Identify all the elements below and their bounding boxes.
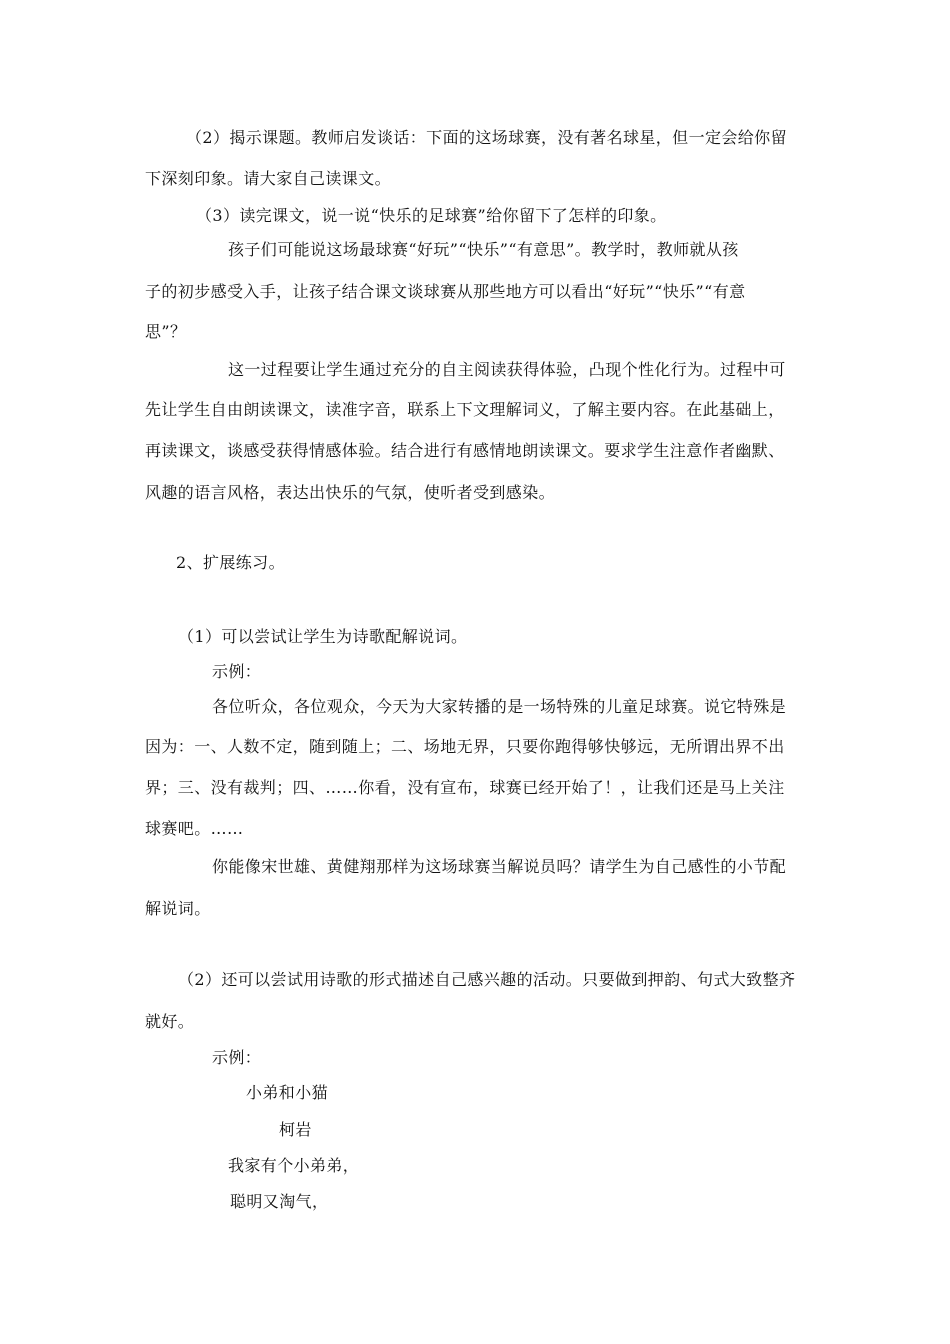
example-label-1: 示例： <box>212 662 262 681</box>
example-1-line-1: 各位听众，各位观众，今天为大家转播的是一场特殊的儿童足球赛。说它特殊是 <box>212 697 787 716</box>
poem-line-2: 聪明又淘气， <box>230 1192 329 1211</box>
example-1-line-2: 因为：一、人数不定，随到随上；二、场地无界，只要你跑得够快够远，无所谓出界不出 <box>145 737 785 756</box>
example-1b-line-1: 你能像宋世雄、黄健翔那样为这场球赛当解说员吗？请学生为自己感性的小节配 <box>212 857 787 876</box>
poem-title: 小弟和小猫 <box>246 1083 329 1102</box>
item-1: （1）可以尝试让学生为诗歌配解说词。 <box>178 627 468 646</box>
example-label-2: 示例： <box>212 1048 262 1067</box>
poem-author: 柯岩 <box>279 1120 312 1139</box>
paragraph-2-line-2: 下深刻印象。请大家自己读课文。 <box>145 169 392 188</box>
paragraph-5-line-4: 风趣的语言风格，表达出快乐的气氛，使听者受到感染。 <box>145 483 556 502</box>
paragraph-5-line-1: 这一过程要让学生通过充分的自主阅读获得体验，凸现个性化行为。过程中可 <box>228 360 786 379</box>
section-heading-extension: 2、扩展练习。 <box>176 553 285 572</box>
example-1b-line-2: 解说词。 <box>145 899 211 918</box>
example-1-line-4: 球赛吧。…… <box>145 819 244 838</box>
item-2-line-1: （2）还可以尝试用诗歌的形式描述自己感兴趣的活动。只要做到押韵、句式大致整齐 <box>178 970 796 989</box>
paragraph-4-line-2: 子的初步感受入手，让孩子结合课文谈球赛从那些地方可以看出“好玩”“快乐”“有意 <box>145 282 746 301</box>
paragraph-4-line-1: 孩子们可能说这场最球赛“好玩”“快乐”“有意思”。教学时，教师就从孩 <box>228 240 739 259</box>
paragraph-3: （3）读完课文，说一说“快乐的足球赛”给你留下了怎样的印象。 <box>196 206 667 225</box>
paragraph-5-line-2: 先让学生自由朗读课文，读准字音，联系上下文理解词义，了解主要内容。在此基础上， <box>145 400 785 419</box>
example-1-line-3: 界；三、没有裁判；四、……你看，没有宣布，球赛已经开始了！，让我们还是马上关注 <box>145 778 785 797</box>
paragraph-5-line-3: 再读课文，谈感受获得情感体验。结合进行有感情地朗读课文。要求学生注意作者幽默、 <box>145 441 785 460</box>
paragraph-2-line-1: （2）揭示课题。教师启发谈话：下面的这场球赛，没有著名球星，但一定会给你留 <box>186 128 787 147</box>
item-2-line-2: 就好。 <box>145 1012 195 1031</box>
paragraph-4-line-3: 思”？ <box>145 322 187 341</box>
poem-line-1: 我家有个小弟弟， <box>228 1156 360 1175</box>
